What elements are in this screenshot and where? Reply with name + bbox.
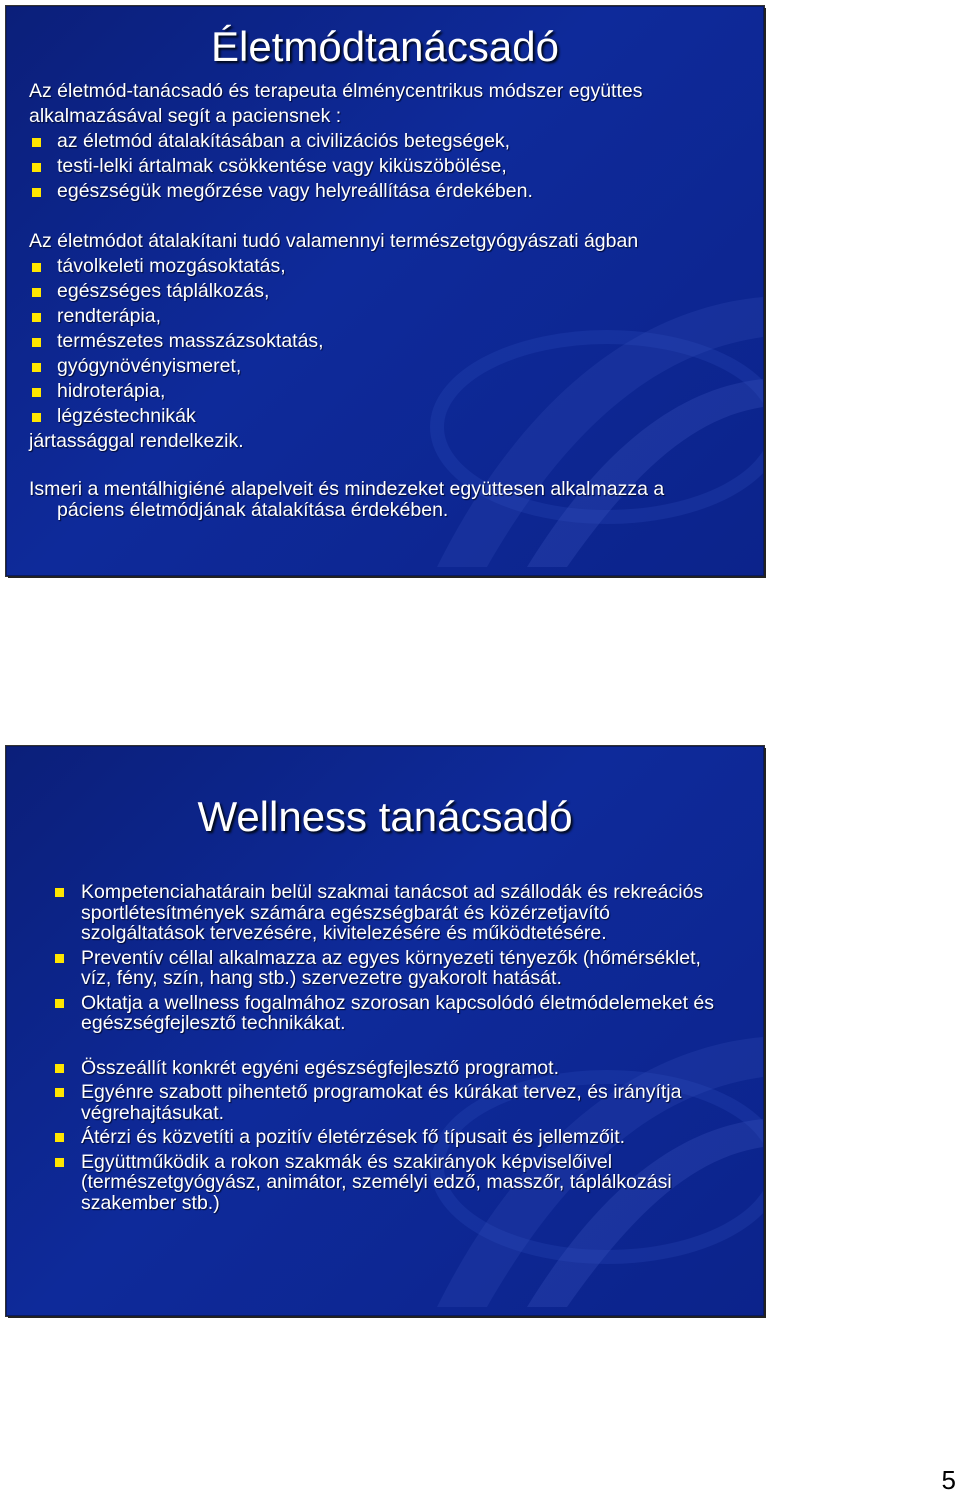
bullet-item: hidroterápia, bbox=[29, 379, 743, 404]
slide-title: Wellness tanácsadó bbox=[197, 793, 573, 840]
slide-title: Életmódtanácsadó bbox=[211, 23, 559, 70]
bullet-item: egészségük megőrzése vagy helyreállítása érdekében. bbox=[29, 179, 743, 204]
paragraph-3-line-1: Ismeri a mentálhigiéné alapelveit és mindezeket együttesen alkalmazza a bbox=[29, 478, 665, 500]
slide-body bbox=[29, 79, 743, 521]
bullet-item: Átérzi és közvetíti a pozitív életérzések fő típusait és jellemzőit. bbox=[55, 1127, 723, 1148]
paragraph-2: Az életmódot átalakítani tudó valamennyi természetgyógyászati ágban bbox=[29, 230, 639, 252]
bullet-item: Kompetenciahatárain belül szakmai tanácsot ad szállodák és rekreációs sportlétesítmények számára egészségbarát és közérzetjavító szolgáltatások tervezésére, kivitelezésére és működtetésére. bbox=[55, 882, 723, 944]
bullet-item: távolkeleti mozgásoktatás, bbox=[29, 254, 743, 279]
slide-eletmodtanacsado bbox=[6, 6, 764, 576]
intro-line-2: alkalmazásával segít a paciensnek : bbox=[29, 105, 342, 127]
bullet-item: Oktatja a wellness fogalmához szorosan kapcsolódó életmódelemeket és egészségfejlesztő technikákat. bbox=[55, 993, 723, 1034]
bullet-item: egészséges táplálkozás, bbox=[29, 279, 743, 304]
bullet-item: Preventív céllal alkalmazza az egyes környezeti tényezők (hőmérséklet, víz, fény, szín, hang stb.) szervezetre gyakorolt hatását. bbox=[55, 948, 723, 989]
slide-wellness-tanacsado bbox=[6, 746, 764, 1316]
slide-body bbox=[55, 882, 723, 1217]
paragraph-2-end: jártassággal rendelkezik. bbox=[29, 430, 244, 452]
bullet-item: rendterápia, bbox=[29, 304, 743, 329]
page-number: 5 bbox=[941, 1465, 956, 1495]
bullet-item: Együttműködik a rokon szakmák és szakirányok képviselőivel (természetgyógyász, animátor, személyi edző, masszőr, táplálkozási szakember stb.) bbox=[55, 1152, 723, 1214]
intro-line-1: Az életmód-tanácsadó és terapeuta élménycentrikus módszer együttes bbox=[29, 80, 643, 102]
bullet-item: természetes masszázsoktatás, bbox=[29, 329, 743, 354]
bullet-item: Összeállít konkrét egyéni egészségfejlesztő programot. bbox=[55, 1058, 723, 1079]
bullet-item: gyógynövényismeret, bbox=[29, 354, 743, 379]
paragraph-3-line-2: páciens életmódjának átalakítása érdekében. bbox=[57, 499, 449, 521]
bullet-item: testi-lelki ártalmak csökkentése vagy kiküszöbölése, bbox=[29, 154, 743, 179]
bullet-item: az életmód átalakításában a civilizációs betegségek, bbox=[29, 129, 743, 154]
bullet-item: Egyénre szabott pihentető programokat és kúrákat tervez, és irányítja végrehajtásukat. bbox=[55, 1082, 723, 1123]
bullet-item: légzéstechnikák bbox=[29, 404, 743, 429]
